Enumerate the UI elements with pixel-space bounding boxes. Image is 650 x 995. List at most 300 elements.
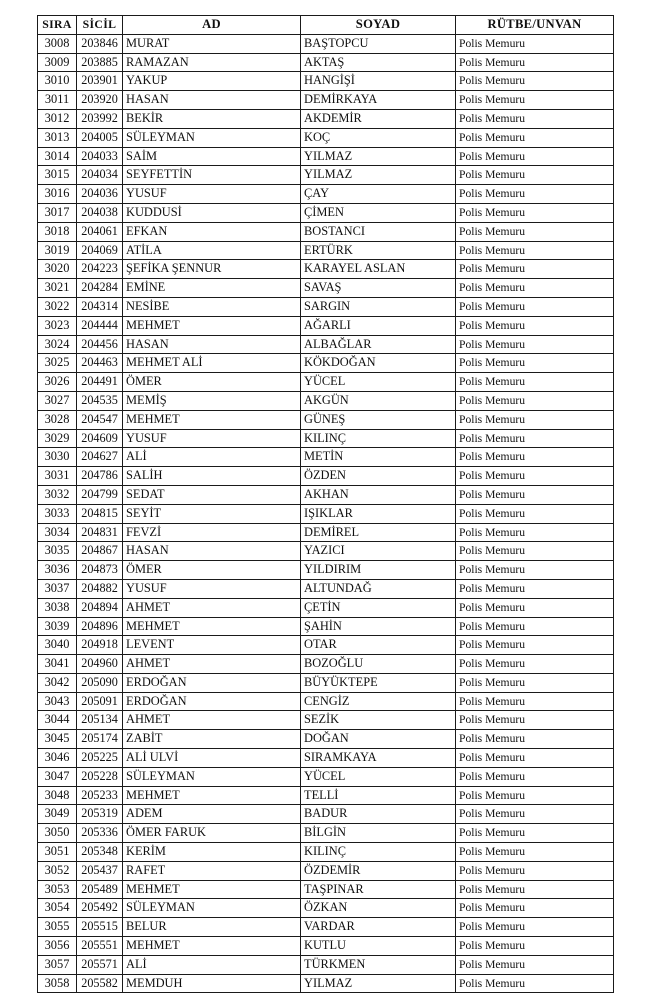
cell-soyad: TAŞPINAR (301, 880, 456, 899)
cell-sicil: 204882 (77, 579, 123, 598)
table-row (38, 429, 614, 448)
cell-soyad: AĞARLI (301, 316, 456, 335)
cell-sira: 3017 (38, 203, 77, 222)
table-row (38, 730, 614, 749)
cell-ad: SEYİT (123, 504, 301, 523)
column-header-sira: SIRA (38, 16, 77, 35)
cell-ad: RAFET (123, 861, 301, 880)
cell-ad: KUDDUSİ (123, 203, 301, 222)
cell-soyad: KUTLU (301, 937, 456, 956)
cell-soyad: KÖKDOĞAN (301, 354, 456, 373)
cell-rutbe: Polis Memuru (456, 974, 614, 993)
cell-sira: 3058 (38, 974, 77, 993)
cell-sicil: 204786 (77, 467, 123, 486)
cell-soyad: AKDEMİR (301, 109, 456, 128)
table-row (38, 166, 614, 185)
cell-ad: ÖMER (123, 373, 301, 392)
cell-sira: 3037 (38, 579, 77, 598)
cell-soyad: DEMİREL (301, 523, 456, 542)
cell-sicil: 205233 (77, 786, 123, 805)
cell-sira: 3019 (38, 241, 77, 260)
cell-sicil: 204873 (77, 561, 123, 580)
cell-sicil: 205489 (77, 880, 123, 899)
cell-ad: MEHMET (123, 617, 301, 636)
cell-sicil: 204456 (77, 335, 123, 354)
cell-soyad: ERTÜRK (301, 241, 456, 260)
cell-sicil: 205228 (77, 767, 123, 786)
cell-soyad: YILDIRIM (301, 561, 456, 580)
column-header-ad: AD (123, 16, 301, 35)
cell-sicil: 204038 (77, 203, 123, 222)
table-row (38, 504, 614, 523)
cell-rutbe: Polis Memuru (456, 805, 614, 824)
cell-ad: ÖMER FARUK (123, 824, 301, 843)
cell-rutbe: Polis Memuru (456, 354, 614, 373)
column-header-soyad: SOYAD (301, 16, 456, 35)
cell-sira: 3047 (38, 767, 77, 786)
cell-sicil: 204314 (77, 297, 123, 316)
cell-rutbe: Polis Memuru (456, 692, 614, 711)
cell-soyad: ÖZDEN (301, 467, 456, 486)
cell-ad: SÜLEYMAN (123, 128, 301, 147)
cell-soyad: YILMAZ (301, 974, 456, 993)
cell-rutbe: Polis Memuru (456, 166, 614, 185)
table-row (38, 147, 614, 166)
cell-ad: MURAT (123, 34, 301, 53)
cell-sira: 3013 (38, 128, 77, 147)
cell-soyad: ŞAHİN (301, 617, 456, 636)
cell-ad: MEMİŞ (123, 391, 301, 410)
cell-sicil: 205571 (77, 955, 123, 974)
table-row (38, 561, 614, 580)
table-row (38, 354, 614, 373)
cell-ad: AHMET (123, 711, 301, 730)
cell-sicil: 204627 (77, 448, 123, 467)
cell-soyad: IŞIKLAR (301, 504, 456, 523)
cell-rutbe: Polis Memuru (456, 749, 614, 768)
cell-sira: 3045 (38, 730, 77, 749)
cell-rutbe: Polis Memuru (456, 373, 614, 392)
cell-rutbe: Polis Memuru (456, 429, 614, 448)
table-row (38, 692, 614, 711)
cell-soyad: TÜRKMEN (301, 955, 456, 974)
cell-sicil: 204491 (77, 373, 123, 392)
table-row (38, 373, 614, 392)
table-row (38, 767, 614, 786)
cell-ad: ALİ (123, 955, 301, 974)
cell-rutbe: Polis Memuru (456, 824, 614, 843)
cell-sira: 3055 (38, 918, 77, 937)
cell-sicil: 204036 (77, 185, 123, 204)
table-row (38, 297, 614, 316)
cell-sira: 3041 (38, 655, 77, 674)
cell-rutbe: Polis Memuru (456, 937, 614, 956)
cell-rutbe: Polis Memuru (456, 955, 614, 974)
cell-sira: 3011 (38, 91, 77, 110)
cell-soyad: OTAR (301, 636, 456, 655)
cell-rutbe: Polis Memuru (456, 485, 614, 504)
cell-rutbe: Polis Memuru (456, 467, 614, 486)
cell-soyad: SARGIN (301, 297, 456, 316)
cell-rutbe: Polis Memuru (456, 335, 614, 354)
cell-ad: SÜLEYMAN (123, 899, 301, 918)
cell-rutbe: Polis Memuru (456, 561, 614, 580)
cell-sira: 3048 (38, 786, 77, 805)
table-row (38, 617, 614, 636)
cell-sicil: 205437 (77, 861, 123, 880)
cell-rutbe: Polis Memuru (456, 147, 614, 166)
cell-sicil: 204034 (77, 166, 123, 185)
cell-rutbe: Polis Memuru (456, 673, 614, 692)
table-row (38, 222, 614, 241)
cell-soyad: GÜNEŞ (301, 410, 456, 429)
cell-sira: 3028 (38, 410, 77, 429)
cell-sicil: 204799 (77, 485, 123, 504)
cell-sira: 3020 (38, 260, 77, 279)
cell-sicil: 204894 (77, 598, 123, 617)
cell-soyad: ÖZDEMİR (301, 861, 456, 880)
cell-ad: FEVZİ (123, 523, 301, 542)
cell-sicil: 204609 (77, 429, 123, 448)
cell-sira: 3057 (38, 955, 77, 974)
cell-rutbe: Polis Memuru (456, 542, 614, 561)
cell-sicil: 205492 (77, 899, 123, 918)
table-row (38, 542, 614, 561)
cell-ad: KERİM (123, 843, 301, 862)
table-header-row (38, 16, 614, 35)
cell-rutbe: Polis Memuru (456, 899, 614, 918)
table-row (38, 974, 614, 993)
table-row (38, 955, 614, 974)
cell-sira: 3023 (38, 316, 77, 335)
table-row (38, 824, 614, 843)
cell-soyad: KILINÇ (301, 429, 456, 448)
cell-sira: 3054 (38, 899, 77, 918)
cell-ad: HASAN (123, 91, 301, 110)
cell-soyad: KILINÇ (301, 843, 456, 862)
cell-sicil: 205091 (77, 692, 123, 711)
cell-sira: 3035 (38, 542, 77, 561)
cell-ad: RAMAZAN (123, 53, 301, 72)
cell-rutbe: Polis Memuru (456, 128, 614, 147)
table-row (38, 636, 614, 655)
cell-rutbe: Polis Memuru (456, 767, 614, 786)
cell-rutbe: Polis Memuru (456, 730, 614, 749)
cell-ad: MEHMET (123, 786, 301, 805)
cell-sicil: 205582 (77, 974, 123, 993)
cell-sira: 3043 (38, 692, 77, 711)
cell-rutbe: Polis Memuru (456, 297, 614, 316)
cell-sira: 3027 (38, 391, 77, 410)
cell-rutbe: Polis Memuru (456, 617, 614, 636)
cell-ad: HASAN (123, 542, 301, 561)
cell-sira: 3031 (38, 467, 77, 486)
table-row (38, 673, 614, 692)
cell-ad: ZABİT (123, 730, 301, 749)
table-row (38, 899, 614, 918)
cell-soyad: SIRAMKAYA (301, 749, 456, 768)
table-row (38, 579, 614, 598)
cell-ad: LEVENT (123, 636, 301, 655)
table-row (38, 109, 614, 128)
cell-sira: 3053 (38, 880, 77, 899)
table-row (38, 128, 614, 147)
cell-sira: 3042 (38, 673, 77, 692)
table-row (38, 203, 614, 222)
cell-sicil: 204061 (77, 222, 123, 241)
cell-ad: BELUR (123, 918, 301, 937)
table-row (38, 91, 614, 110)
cell-sira: 3052 (38, 861, 77, 880)
table-row (38, 598, 614, 617)
cell-sira: 3033 (38, 504, 77, 523)
cell-soyad: BOZOĞLU (301, 655, 456, 674)
table-row (38, 279, 614, 298)
cell-ad: EFKAN (123, 222, 301, 241)
cell-sira: 3051 (38, 843, 77, 862)
table-row (38, 711, 614, 730)
cell-soyad: YILMAZ (301, 166, 456, 185)
cell-sira: 3050 (38, 824, 77, 843)
cell-ad: SAİM (123, 147, 301, 166)
table-row (38, 410, 614, 429)
table-row (38, 185, 614, 204)
cell-ad: YAKUP (123, 72, 301, 91)
column-header-sicil: SİCİL (77, 16, 123, 35)
table-row (38, 485, 614, 504)
cell-ad: EMİNE (123, 279, 301, 298)
table-row (38, 880, 614, 899)
cell-ad: HASAN (123, 335, 301, 354)
cell-rutbe: Polis Memuru (456, 880, 614, 899)
cell-ad: ERDOĞAN (123, 673, 301, 692)
cell-rutbe: Polis Memuru (456, 185, 614, 204)
personnel-roster-table (37, 15, 614, 993)
cell-soyad: AKGÜN (301, 391, 456, 410)
table-row (38, 391, 614, 410)
table-row (38, 937, 614, 956)
cell-ad: MEMDUH (123, 974, 301, 993)
cell-soyad: BİLGİN (301, 824, 456, 843)
cell-sira: 3015 (38, 166, 77, 185)
cell-sicil: 204069 (77, 241, 123, 260)
cell-sira: 3008 (38, 34, 77, 53)
cell-sira: 3038 (38, 598, 77, 617)
cell-sira: 3022 (38, 297, 77, 316)
cell-ad: MEHMET (123, 410, 301, 429)
table-row (38, 861, 614, 880)
table-row (38, 241, 614, 260)
cell-sicil: 203901 (77, 72, 123, 91)
cell-rutbe: Polis Memuru (456, 504, 614, 523)
table-row (38, 34, 614, 53)
cell-sicil: 204867 (77, 542, 123, 561)
cell-sicil: 205134 (77, 711, 123, 730)
cell-ad: SEYFETTİN (123, 166, 301, 185)
cell-ad: ERDOĞAN (123, 692, 301, 711)
cell-rutbe: Polis Memuru (456, 109, 614, 128)
cell-rutbe: Polis Memuru (456, 241, 614, 260)
cell-sicil: 205319 (77, 805, 123, 824)
cell-soyad: BOSTANCI (301, 222, 456, 241)
cell-sira: 3036 (38, 561, 77, 580)
cell-sicil: 203846 (77, 34, 123, 53)
table-row (38, 918, 614, 937)
table-body (38, 34, 614, 993)
cell-rutbe: Polis Memuru (456, 316, 614, 335)
cell-rutbe: Polis Memuru (456, 786, 614, 805)
cell-sira: 3039 (38, 617, 77, 636)
cell-sira: 3024 (38, 335, 77, 354)
cell-rutbe: Polis Memuru (456, 410, 614, 429)
cell-ad: ATİLA (123, 241, 301, 260)
cell-sira: 3021 (38, 279, 77, 298)
table-row (38, 335, 614, 354)
cell-sira: 3016 (38, 185, 77, 204)
cell-sicil: 204815 (77, 504, 123, 523)
cell-ad: AHMET (123, 655, 301, 674)
cell-sira: 3010 (38, 72, 77, 91)
cell-ad: ÖMER (123, 561, 301, 580)
cell-ad: YUSUF (123, 579, 301, 598)
cell-sira: 3046 (38, 749, 77, 768)
cell-rutbe: Polis Memuru (456, 391, 614, 410)
cell-soyad: AKTAŞ (301, 53, 456, 72)
table-row (38, 260, 614, 279)
cell-rutbe: Polis Memuru (456, 579, 614, 598)
cell-sira: 3044 (38, 711, 77, 730)
cell-soyad: BAŞTOPCU (301, 34, 456, 53)
cell-sicil: 205225 (77, 749, 123, 768)
cell-soyad: VARDAR (301, 918, 456, 937)
table-row (38, 467, 614, 486)
table-row (38, 523, 614, 542)
cell-rutbe: Polis Memuru (456, 53, 614, 72)
cell-ad: ALİ ULVİ (123, 749, 301, 768)
cell-sira: 3032 (38, 485, 77, 504)
cell-sicil: 203920 (77, 91, 123, 110)
cell-rutbe: Polis Memuru (456, 843, 614, 862)
cell-ad: SEDAT (123, 485, 301, 504)
cell-sicil: 204535 (77, 391, 123, 410)
cell-soyad: SAVAŞ (301, 279, 456, 298)
cell-ad: MEHMET ALİ (123, 354, 301, 373)
cell-rutbe: Polis Memuru (456, 91, 614, 110)
cell-rutbe: Polis Memuru (456, 279, 614, 298)
cell-soyad: YILMAZ (301, 147, 456, 166)
cell-rutbe: Polis Memuru (456, 523, 614, 542)
cell-sira: 3056 (38, 937, 77, 956)
cell-soyad: DOĞAN (301, 730, 456, 749)
cell-ad: NESİBE (123, 297, 301, 316)
cell-rutbe: Polis Memuru (456, 598, 614, 617)
cell-sicil: 205174 (77, 730, 123, 749)
cell-soyad: KARAYEL ASLAN (301, 260, 456, 279)
cell-soyad: KOÇ (301, 128, 456, 147)
cell-ad: SÜLEYMAN (123, 767, 301, 786)
cell-soyad: ÖZKAN (301, 899, 456, 918)
cell-sicil: 204005 (77, 128, 123, 147)
cell-ad: SALİH (123, 467, 301, 486)
cell-soyad: ÇETİN (301, 598, 456, 617)
table-row (38, 448, 614, 467)
cell-sicil: 205336 (77, 824, 123, 843)
cell-sira: 3012 (38, 109, 77, 128)
cell-sicil: 204033 (77, 147, 123, 166)
cell-rutbe: Polis Memuru (456, 448, 614, 467)
cell-ad: BEKİR (123, 109, 301, 128)
cell-sicil: 204223 (77, 260, 123, 279)
cell-soyad: METİN (301, 448, 456, 467)
cell-soyad: TELLİ (301, 786, 456, 805)
cell-ad: MEHMET (123, 880, 301, 899)
cell-sira: 3014 (38, 147, 77, 166)
cell-sira: 3018 (38, 222, 77, 241)
cell-soyad: ALTUNDAĞ (301, 579, 456, 598)
cell-rutbe: Polis Memuru (456, 918, 614, 937)
cell-soyad: ALBAĞLAR (301, 335, 456, 354)
cell-soyad: HANGİŞİ (301, 72, 456, 91)
cell-sicil: 204284 (77, 279, 123, 298)
cell-soyad: ÇİMEN (301, 203, 456, 222)
cell-ad: YUSUF (123, 429, 301, 448)
table-row (38, 316, 614, 335)
table-header (38, 16, 614, 35)
cell-soyad: DEMİRKAYA (301, 91, 456, 110)
cell-sicil: 204831 (77, 523, 123, 542)
cell-sira: 3049 (38, 805, 77, 824)
cell-sicil: 205515 (77, 918, 123, 937)
table-row (38, 805, 614, 824)
cell-sicil: 204547 (77, 410, 123, 429)
table-row (38, 72, 614, 91)
cell-soyad: ÇAY (301, 185, 456, 204)
cell-rutbe: Polis Memuru (456, 861, 614, 880)
cell-sicil: 204896 (77, 617, 123, 636)
cell-ad: AHMET (123, 598, 301, 617)
cell-soyad: BADUR (301, 805, 456, 824)
cell-rutbe: Polis Memuru (456, 72, 614, 91)
table-row (38, 843, 614, 862)
cell-rutbe: Polis Memuru (456, 655, 614, 674)
cell-sicil: 204960 (77, 655, 123, 674)
cell-sicil: 203885 (77, 53, 123, 72)
cell-soyad: YAZICI (301, 542, 456, 561)
cell-sicil: 204463 (77, 354, 123, 373)
cell-ad: ADEM (123, 805, 301, 824)
cell-rutbe: Polis Memuru (456, 222, 614, 241)
cell-ad: YUSUF (123, 185, 301, 204)
cell-sira: 3025 (38, 354, 77, 373)
cell-ad: MEHMET (123, 937, 301, 956)
cell-soyad: CENGİZ (301, 692, 456, 711)
cell-ad: ŞEFİKA ŞENNUR (123, 260, 301, 279)
cell-sira: 3029 (38, 429, 77, 448)
cell-ad: ALİ (123, 448, 301, 467)
cell-soyad: YÜCEL (301, 767, 456, 786)
cell-sicil: 205090 (77, 673, 123, 692)
table-row (38, 53, 614, 72)
cell-sira: 3040 (38, 636, 77, 655)
table-row (38, 749, 614, 768)
cell-sira: 3034 (38, 523, 77, 542)
cell-soyad: SEZİK (301, 711, 456, 730)
column-header-rutbe: RÜTBE/UNVAN (456, 16, 614, 35)
table-row (38, 655, 614, 674)
cell-rutbe: Polis Memuru (456, 636, 614, 655)
cell-sira: 3009 (38, 53, 77, 72)
table-row (38, 786, 614, 805)
